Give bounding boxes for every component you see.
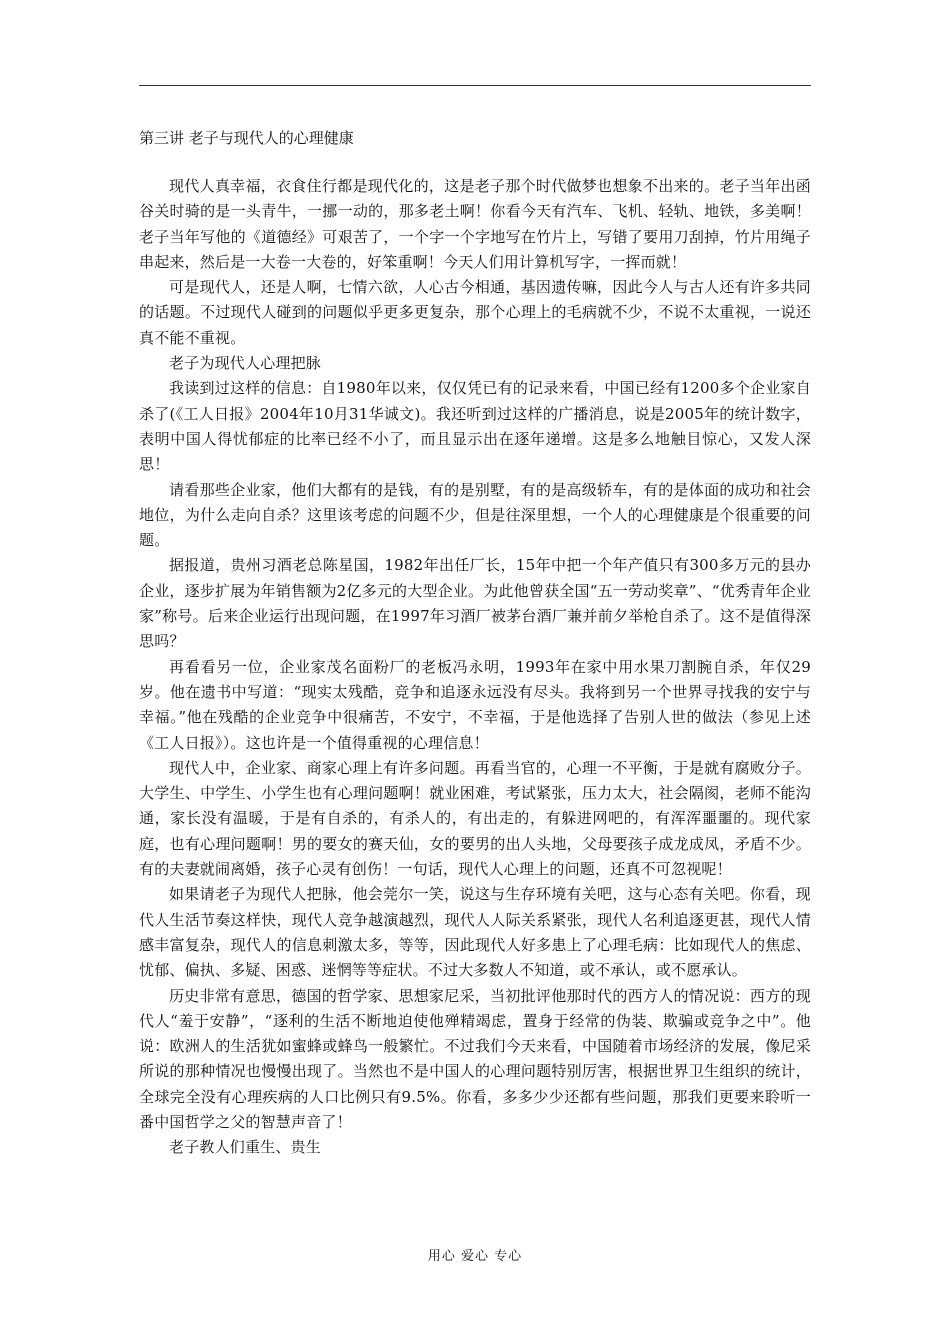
section-heading: 老子为现代人心理把脉	[169, 354, 322, 373]
section-heading: 老子教人们重生、贵生	[169, 1138, 322, 1157]
paragraph: 现代人真幸福，衣食住行都是现代化的，这是老子那个时代做梦也想象不出来的。老子当年出函谷关时骑的是一头青牛，一挪一动的，那多老土啊！你看今天有汽车、飞机、轻轨、地铁，多美啊！老子当年写他的《道德经》可艰苦了，一个字一个字地写在竹片上，写错了要用刀刮掉，竹片用绳子串起来，然后是一大卷一大卷的，好笨重啊！今天人们用计算机写字，一挥而就！	[139, 177, 811, 271]
paragraph: 再看看另一位，企业家茂名面粉厂的老板冯永明，1993年在家中用水果刀割腕自杀，年仅29岁。他在遗书中写道：“现实太残酷，竞争和追逐永远没有尽头。我将到另一个世界寻找我的安宁与幸福。”他在残酷的企业竞争中很痛苦，不安宁，不幸福，于是他选择了告别人世的做法（参见上述《工人日报》）。这也许是一个值得重视的心理信息！	[139, 657, 811, 752]
page-footer: 用心 爱心 专心	[427, 1249, 523, 1264]
paragraph: 可是现代人，还是人啊，七情六欲，人心古今相通，基因遗传嘛，因此今人与古人还有许多共同的话题。不过现代人碰到的问题似乎更多更复杂，那个心理上的毛病就不少，不说不太重视，一说还真不能不重视。	[139, 278, 811, 347]
page-title: 第三讲 老子与现代人的心理健康	[139, 129, 354, 147]
paragraph: 我读到过这样的信息：自1980年以来，仅仅凭已有的记录来看，中国已经有1200多个企业家自杀了(《工人日报》2004年10月31华诚文)。我还听到过这样的广播消息，说是2005年的统计数字，表明中国人得忧郁症的比率已经不小了，而且显示出在逐年递增。这是多么地触目惊心，又发人深思！	[139, 379, 811, 474]
paragraph: 历史非常有意思，德国的哲学家、思想家尼采，当初批评他那时代的西方人的情况说：西方的现代人“羞于安静”，“逐利的生活不断地迫使他殚精竭虑，置身于经常的伪装、欺骗或竞争之中”。他说：欧洲人的生活犹如蜜蜂或蜂鸟一般繁忙。不过我们今天来看，中国随着市场经济的发展，像尼采所说的那种情况也慢慢出现了。当然也不是中国人的心理问题特别厉害，根据世界卫生组织的统计，全球完全没有心理疾病的人口比例只有9.5%。你看，多多少少还都有些问题，那我们更要来聆听一番中国哲学之父的智慧声音了！	[139, 986, 811, 1131]
document-body	[139, 174, 811, 1161]
paragraph: 据报道，贵州习酒老总陈星国，1982年出任厂长，15年中把一个年产值只有300多万元的县办企业，逐步扩展为年销售额为2亿多元的大型企业。为此他曾获全国“五一劳动奖章”、“优秀青年企业家”称号。后来企业运行出现问题，在1997年习酒厂被茅台酒厂兼并前夕举枪自杀了。这不是值得深思吗？	[139, 556, 811, 651]
paragraph: 现代人中，企业家、商家心理上有许多问题。再看当官的，心理一不平衡，于是就有腐败分子。大学生、中学生、小学生也有心理问题啊！就业困难，考试紧张，压力太大，社会隔阂，老师不能沟通，家长没有温暖，于是有自杀的，有杀人的，有出走的，有躲进网吧的，有浑浑噩噩的。现代家庭，也有心理问题啊！男的要女的赛天仙，女的要男的出人头地，父母要孩子成龙成凤，矛盾不少。有的夫妻就闹离婚，孩子心灵有创伤！一句话，现代人心理上的问题，还真不可忽视呢！	[139, 758, 811, 879]
paragraph: 如果请老子为现代人把脉，他会莞尔一笑，说这与生存环境有关吧，这与心态有关吧。你看，现代人生活节奏这样快，现代人竞争越演越烈，现代人人际关系紧张，现代人名利追逐更甚，现代人情感丰富复杂，现代人的信息刺激太多，等等，因此现代人好多患上了心理毛病：比如现代人的焦虑、忧郁、偏执、多疑、困惑、迷惘等等症状。不过大多数人不知道，或不承认，或不愿承认。	[139, 885, 811, 980]
paragraph: 请看那些企业家，他们大都有的是钱，有的是别墅，有的是高级轿车，有的是体面的成功和社会地位，为什么走向自杀？这里该考虑的问题不少，但是往深里想，一个人的心理健康是个很重要的问题。	[139, 480, 811, 550]
header-rule	[139, 85, 811, 86]
